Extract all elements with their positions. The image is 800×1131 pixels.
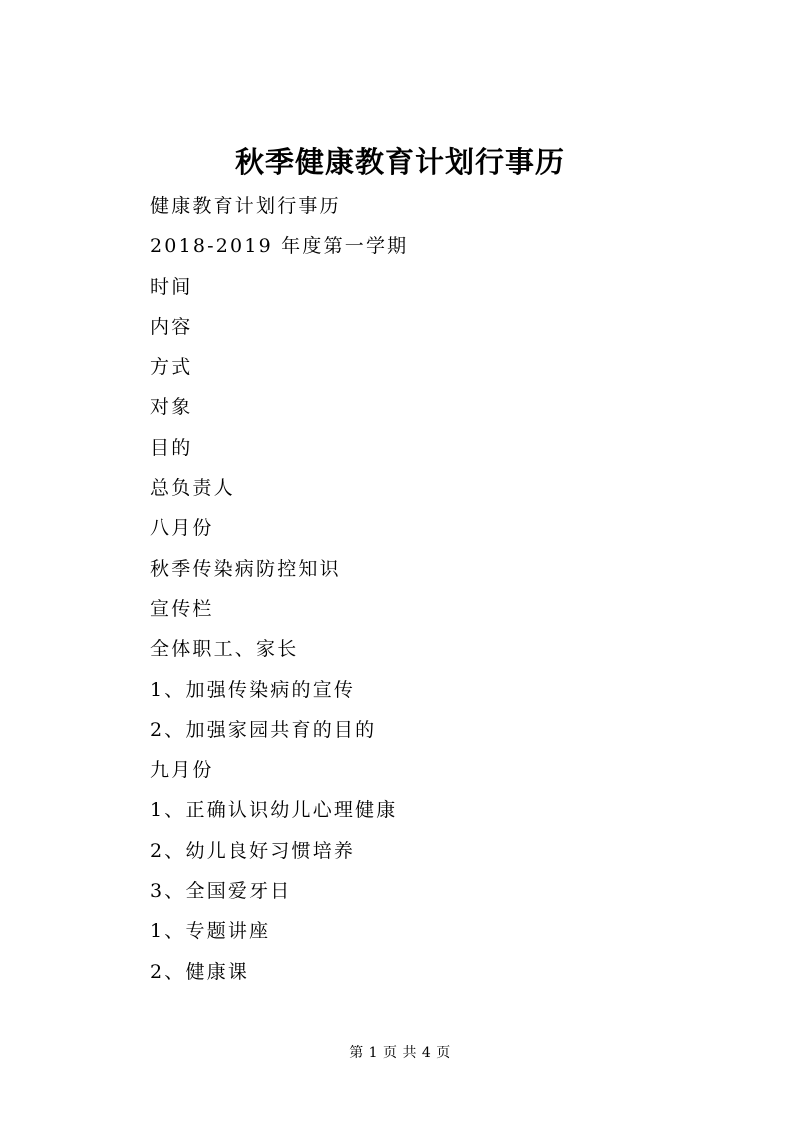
- body-line-september-content-1: 1、正确认识幼儿心理健康: [150, 799, 398, 822]
- body-line-september-content-3: 3、全国爱牙日: [150, 880, 292, 903]
- body-line-august-purpose-2: 2、加强家园共育的目的: [150, 718, 377, 741]
- body-line-target-header: 对象: [150, 396, 193, 419]
- document-body: [150, 186, 750, 992]
- body-line-august-purpose-1: 1、加强传染病的宣传: [150, 678, 356, 701]
- body-line-method-header: 方式: [150, 356, 193, 379]
- body-line-september: 九月份: [150, 759, 214, 782]
- body-line-semester: 2018-2019 年度第一学期: [150, 235, 409, 258]
- body-line-august-method: 宣传栏: [150, 597, 214, 620]
- page-footer: 第 1 页 共 4 页: [349, 1045, 451, 1061]
- body-line-september-content-2: 2、幼儿良好习惯培养: [150, 839, 356, 862]
- document-title: 秋季健康教育计划行事历: [234, 145, 565, 179]
- body-line-time-header: 时间: [150, 275, 193, 298]
- body-line-health-plan: 健康教育计划行事历: [150, 195, 341, 217]
- body-line-august-target: 全体职工、家长: [150, 638, 299, 661]
- body-line-owner-header: 总负责人: [150, 477, 235, 500]
- body-line-purpose-header: 目的: [150, 436, 193, 459]
- body-line-september-method-2: 2、健康课: [150, 960, 250, 983]
- body-line-august-content: 秋季传染病防控知识: [150, 557, 341, 580]
- body-line-content-header: 内容: [150, 315, 193, 338]
- body-line-august: 八月份: [150, 517, 214, 540]
- body-line-september-method-1: 1、专题讲座: [150, 920, 271, 943]
